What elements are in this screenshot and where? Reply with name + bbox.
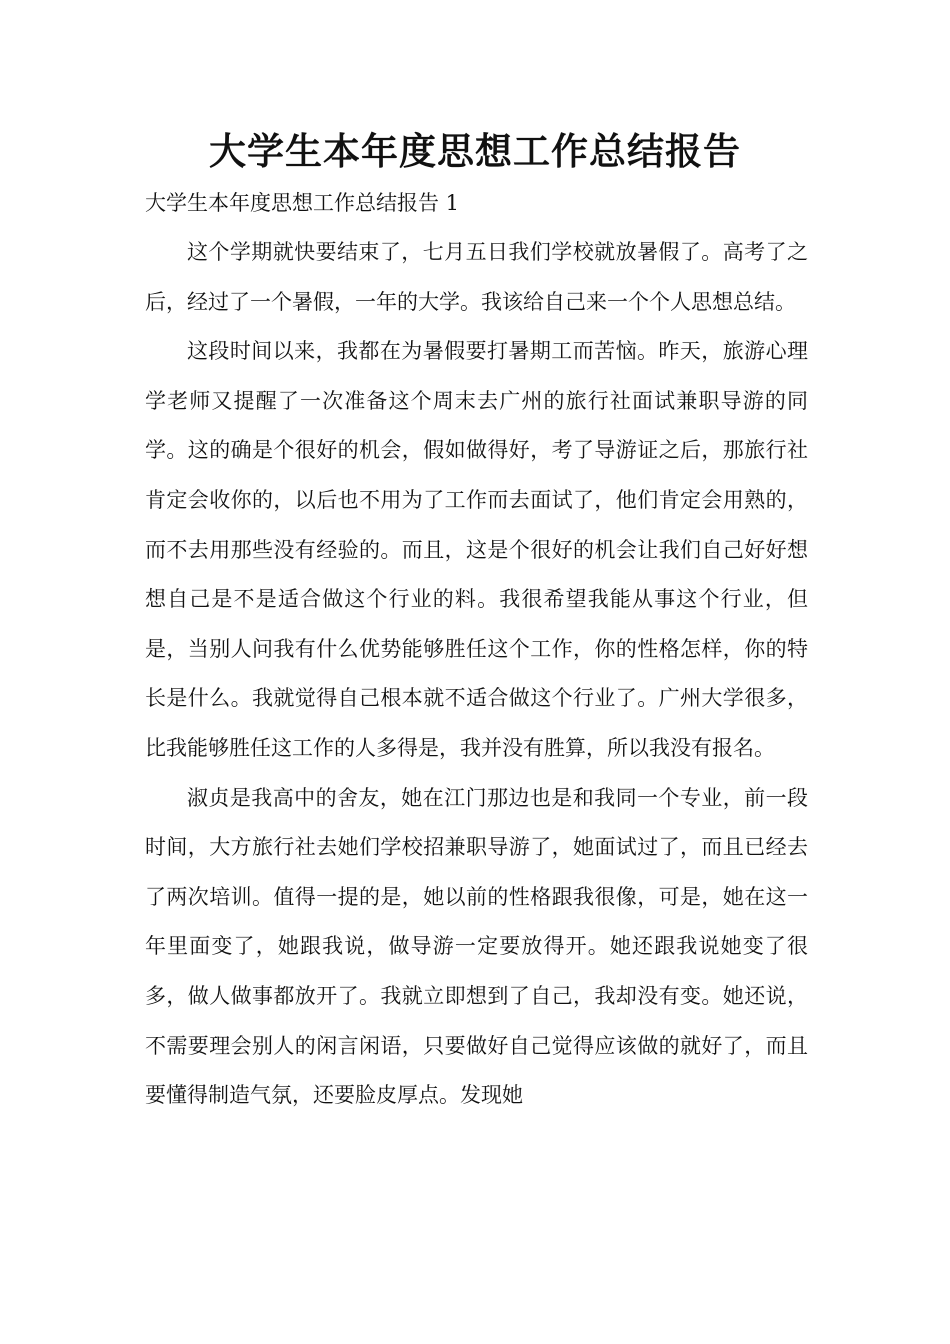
- section-heading: 大学生本年度思想工作总结报告 1: [145, 191, 460, 215]
- document-title: 大学生本年度思想工作总结报告: [209, 130, 741, 173]
- paragraph-1: 这个学期就快要结束了，七月五日我们学校就放暑假了。高考了之后，经过了一个暑假，一年的大学。我该给自己来一个个人思想总结。: [145, 240, 808, 314]
- paragraph-2: 这段时间以来，我都在为暑假要打暑期工而苦恼。昨天，旅游心理学老师又提醒了一次准备这个周末去广州的旅行社面试兼职导游的同学。这的确是个很好的机会，假如做得好，考了导游证之后，那旅行社肯定会收你的，以后也不用为了工作而去面试了，他们肯定会用熟的，而不去用那些没有经验的。而且，这是个很好的机会让我们自己好好想想自己是不是适合做这个行业的料。我很希望我能从事这个行业，但是，当别人问我有什么优势能够胜任这个工作，你的性格怎样，你的特长是什么。我就觉得自己根本就不适合做这个行业了。广州大学很多，比我能够胜任这工作的人多得是，我并没有胜算，所以我没有报名。: [145, 339, 808, 760]
- document-body: [145, 178, 808, 1121]
- paragraph-3: 淑贞是我高中的舍友，她在江门那边也是和我同一个专业，前一段时间，大方旅行社去她们学校招兼职导游了，她面试过了，而且已经去了两次培训。值得一提的是，她以前的性格跟我很像，可是，她在这一年里面变了，她跟我说，做导游一定要放得开。她还跟我说她变了很多，做人做事都放开了。我就立即想到了自己，我却没有变。她还说，不需要理会别人的闲言闲语，只要做好自己觉得应该做的就好了，而且要懂得制造气氛，还要脸皮厚点。发现她: [145, 785, 808, 1108]
